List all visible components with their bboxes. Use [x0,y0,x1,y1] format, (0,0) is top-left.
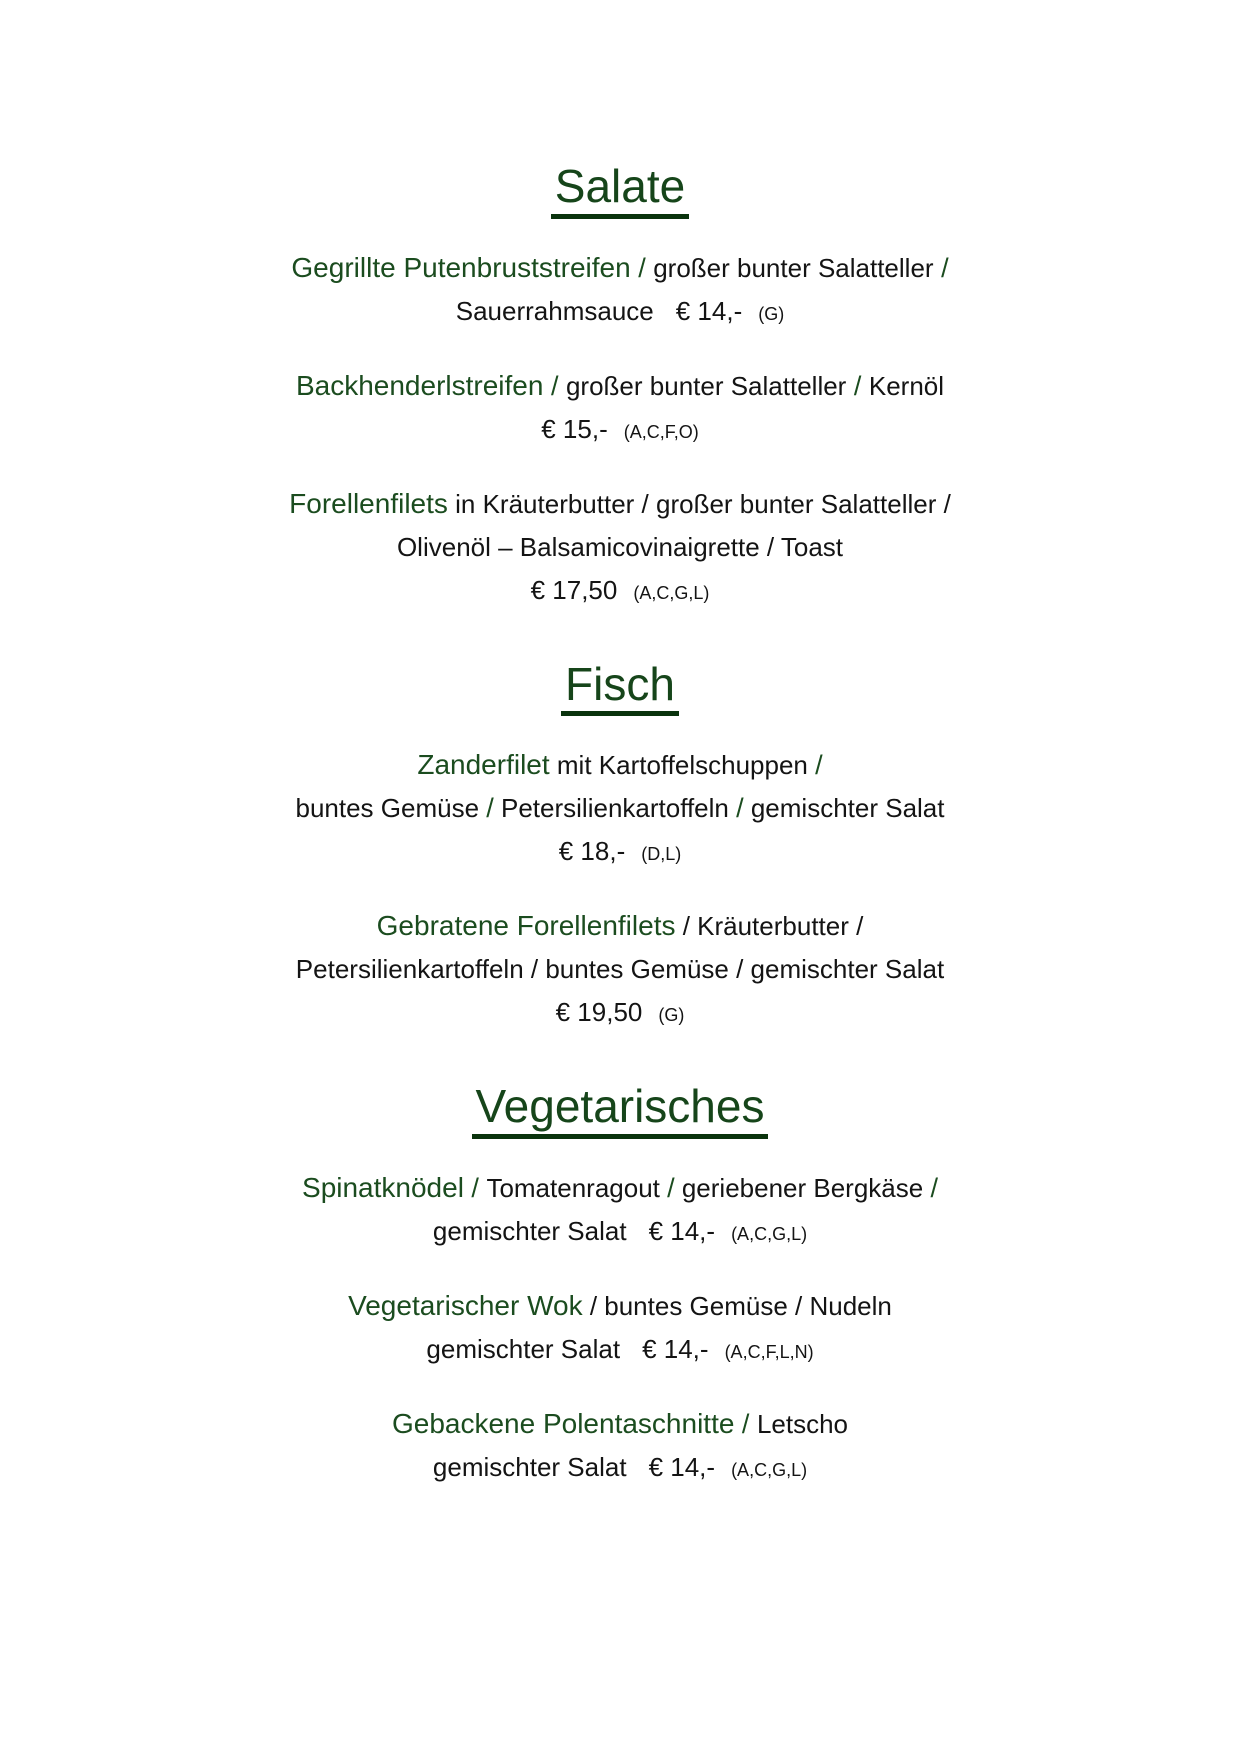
menu-item-line [140,1212,1100,1255]
menu-item-line [140,292,1100,335]
menu-item [140,746,1100,875]
menu-item [140,485,1100,614]
allergen-code-text: (G) [758,303,785,324]
item-name-text: Gegrillte Putenbruststreifen [291,251,631,283]
menu-item [140,907,1100,1036]
menu-item-line [140,907,1100,950]
menu-item-line [140,993,1100,1036]
item-description-text: Olivenöl – Balsamicovinaigrette / Toast [396,531,844,562]
price-text: € 14,- [642,1334,709,1365]
item-name-text: Gebackene Polentaschnitte [391,1408,735,1440]
menu-item-line [140,832,1100,875]
separator-slash-text: / [630,252,654,283]
price-text: € 15,- [541,413,608,444]
menu-item-line [140,1330,1100,1373]
item-description-text: gemischter Salat [426,1334,621,1365]
section-title: Fisch [561,660,679,717]
separator-slash-text: / [815,750,823,781]
item-name-text: Backhenderlstreifen [295,369,544,401]
item-name-text: Spinatknödel [302,1172,464,1204]
item-description-text: Letscho [756,1409,849,1440]
item-description-text: gemischter Salat [743,793,945,824]
separator-slash-text: / [846,370,869,401]
allergen-code-text: (A,C,F,O) [623,421,699,442]
menu-item-line [140,367,1100,410]
item-description-text: Petersilienkartoffeln [493,793,737,824]
separator-slash-text: / [543,370,566,401]
price-text: € 14,- [675,295,743,326]
price-text: € 18,- [558,836,626,867]
menu-section [0,1082,1240,1491]
menu-item-line [140,410,1100,453]
menu-item [140,1287,1100,1373]
menu-item-line [140,1287,1100,1330]
menu-item-line [140,528,1100,571]
menu-item-line [140,1448,1100,1491]
item-name-text: Zanderfilet [417,749,550,781]
allergen-code-text: (A,C,F,L,N) [724,1342,814,1363]
separator-slash-text: / [933,252,949,283]
item-description-text: Kernöl [868,370,945,401]
separator-slash-text: / [736,793,744,824]
allergen-code-text: (A,C,G,L) [731,1224,808,1245]
price-text: € 14,- [648,1216,716,1247]
menu-section [0,162,1240,614]
menu-item-line [140,485,1100,528]
price-text: € 17,50 [530,574,618,605]
item-description-text: mit Kartoffelschuppen [549,750,816,781]
section-title-row [0,657,1240,717]
section-title: Salate [551,162,689,219]
item-description-text: in Kräuterbutter / großer bunter Salatteller / [447,488,951,519]
allergen-code-text: (A,C,G,L) [633,582,710,603]
menu-item-line [140,571,1100,614]
item-description-text: großer bunter Salatteller [565,370,847,401]
menu-item-line [140,249,1100,292]
allergen-code-text: (D,L) [641,844,682,865]
price-text: € 19,50 [555,997,643,1028]
item-description-text: gemischter Salat [432,1216,627,1247]
menu-item [140,1169,1100,1255]
item-name-text: Vegetarischer Wok [348,1290,583,1322]
menu-item [140,249,1100,335]
menu-item [140,367,1100,453]
menu-item-line [140,789,1100,832]
price-text: € 14,- [648,1452,716,1483]
menu-item-line [140,950,1100,993]
item-description-text: großer bunter Salatteller [653,252,934,283]
menu-item-line [140,1169,1100,1212]
menu-item-line [140,746,1100,789]
item-name-text: Gebratene Forellenfilets [376,910,676,942]
separator-slash-text: / [734,1409,757,1440]
separator-slash-text: / [463,1173,487,1204]
separator-slash-text: / [667,1173,675,1204]
item-description-text: geriebener Bergkäse [674,1173,931,1204]
item-description-text: gemischter Salat [432,1452,627,1483]
separator-slash-text: / [930,1173,938,1204]
item-description-text: Sauerrahmsauce [455,295,654,326]
item-description-text: Petersilienkartoffeln / buntes Gemüse / gemischter Salat [295,954,945,985]
section-title-row [0,162,1240,219]
item-description-text: / Kräuterbutter / [675,911,864,942]
separator-slash-text: / [486,793,494,824]
allergen-code-text: (G) [658,1005,685,1026]
menu-item [140,1405,1100,1491]
allergen-code-text: (A,C,G,L) [731,1460,808,1481]
item-name-text: Forellenfilets [289,487,448,519]
menu-section [0,657,1240,1037]
menu-item-line [140,1405,1100,1448]
section-title-row [0,1082,1240,1139]
item-description-text: / buntes Gemüse / Nudeln [582,1291,892,1322]
section-title: Vegetarisches [472,1082,769,1139]
item-description-text: Tomatenragout [486,1173,668,1204]
item-description-text: buntes Gemüse [295,793,487,824]
